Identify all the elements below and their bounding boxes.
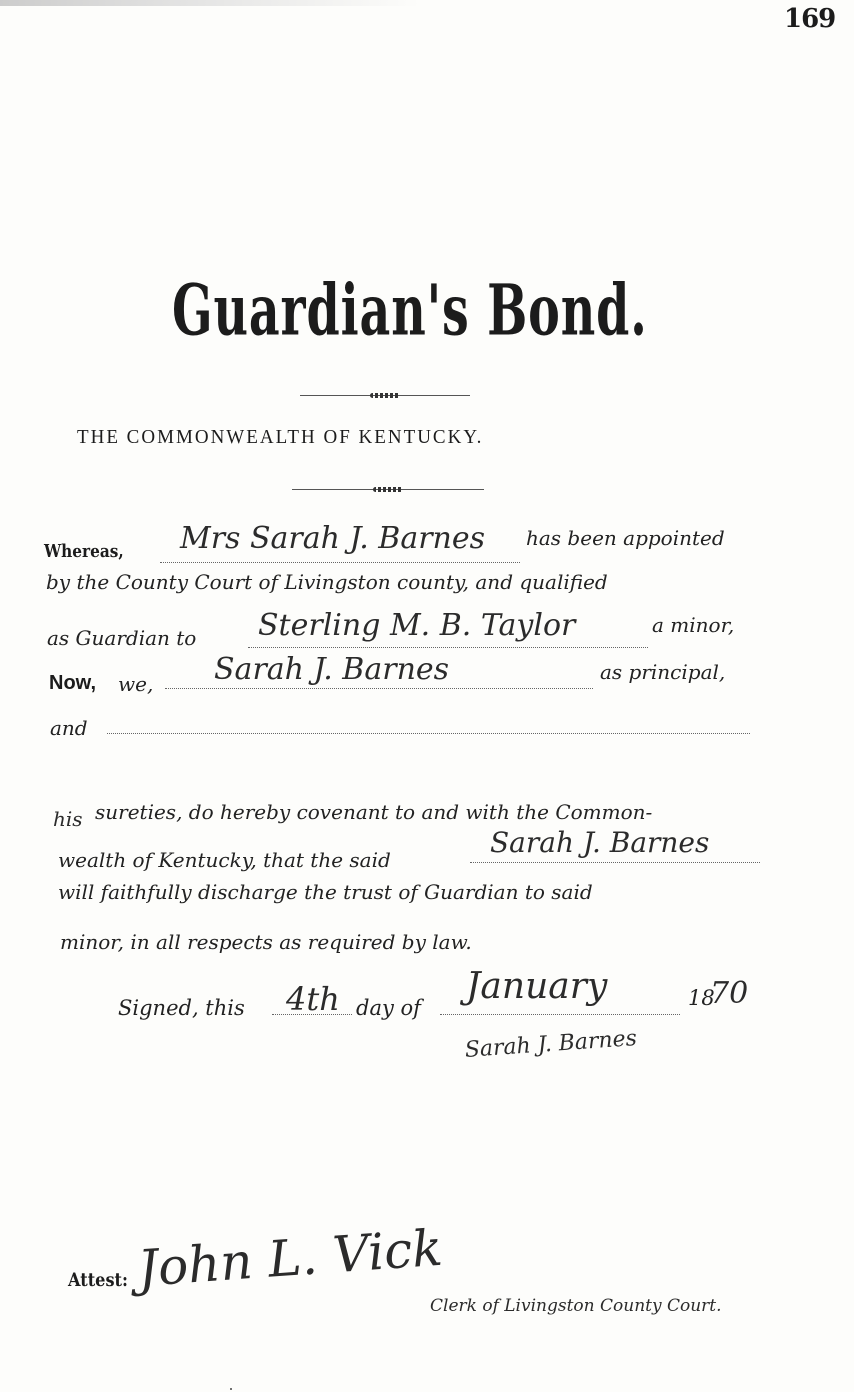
document-title: Guardian's Bond.	[172, 268, 648, 352]
ornament-rule-top	[300, 395, 470, 397]
guardian-name-line	[160, 562, 520, 563]
clerk-title: Clerk of Livingston County Court.	[430, 1296, 722, 1316]
line1-tail: has been appointed	[526, 526, 725, 550]
day-handwritten: 4th	[286, 980, 340, 1018]
line4-tail: as principal,	[600, 660, 726, 684]
year-handwritten: 70	[710, 976, 749, 1011]
now-label: Now,	[49, 672, 97, 694]
and-label: and	[50, 716, 88, 740]
state-heading: THE COMMONWEALTH OF KENTUCKY.	[77, 426, 484, 449]
day-of-label: day of	[356, 996, 421, 1020]
para2-name-line	[470, 862, 760, 863]
guardian-name-handwritten: Mrs Sarah J. Barnes	[180, 521, 486, 556]
para2-line3: will faithfully discharge the trust of Guardian to said	[58, 880, 593, 904]
attest-label: Attest:	[68, 1269, 128, 1291]
para2-line1: sureties, do hereby covenant to and with the Common-	[95, 800, 653, 824]
principal-name-line	[165, 688, 593, 689]
line2-text: by the County Court of Livingston county, and qualified	[46, 570, 608, 594]
page-number: 169	[784, 4, 836, 34]
line3-prefix: as Guardian to	[47, 626, 197, 650]
we-label: we,	[118, 672, 154, 696]
para2-line2-prefix: wealth of Kentucky, that the said	[58, 848, 391, 872]
whereas-label: Whereas,	[44, 541, 124, 562]
month-line	[440, 1014, 680, 1015]
surety-line	[107, 733, 750, 734]
para2-prefix: his	[53, 807, 83, 831]
line3-tail: a minor,	[652, 613, 735, 637]
ward-name-handwritten: Sterling M. B. Taylor	[258, 608, 576, 643]
para2-name-handwritten: Sarah J. Barnes	[490, 826, 710, 859]
scan-edge-shadow	[0, 0, 420, 6]
ward-name-line	[248, 647, 648, 648]
principal-name-handwritten: Sarah J. Barnes	[214, 652, 450, 687]
para2-line4: minor, in all respects as required by law.	[60, 930, 472, 954]
ornament-rule-bottom	[292, 489, 484, 491]
month-handwritten: January	[466, 966, 608, 1007]
signed-label: Signed, this	[118, 996, 245, 1020]
guardian-signature: Sarah J. Barnes	[464, 1025, 638, 1063]
clerk-signature: John L. Vick	[136, 1218, 445, 1298]
year-prefix: 18	[688, 986, 715, 1010]
speck	[230, 1388, 232, 1390]
